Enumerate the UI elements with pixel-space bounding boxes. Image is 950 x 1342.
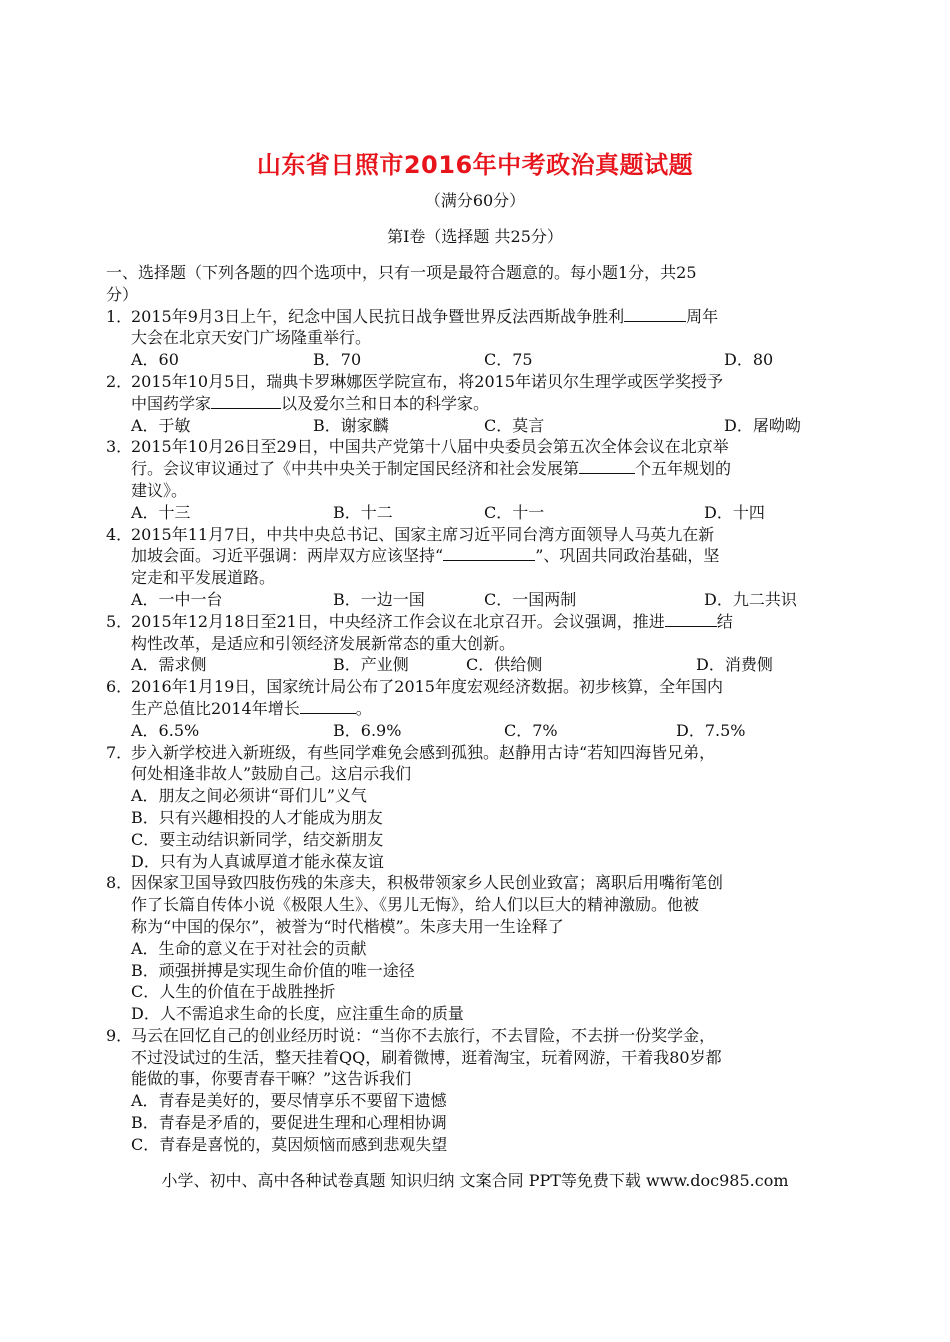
options-row [131,589,850,611]
question-number: 8． [106,873,133,893]
question-text: 2015年9月3日上午，纪念中国人民抗日战争暨世界反法西斯战争胜利 [131,306,625,326]
option-b[interactable]: B．青春是矛盾的，要促进生理和心理相协调 [131,1113,447,1133]
question-text: 建议》。 [131,480,188,500]
question-7 [106,742,850,873]
options-row [131,654,850,676]
options-row [131,349,850,371]
question-4 [106,524,850,611]
question-3 [106,436,850,523]
instructions-line-1: 一、选择题（下列各题的四个选项中，只有一项是最符合题意的。每小题1分，共25 [106,263,697,282]
question-text: 加坡会面。习近平强调：两岸双方应该坚持“ [131,546,444,566]
option-d[interactable]: D．屠呦呦 [724,415,801,435]
question-text: 何处相逢非故人”鼓励自己。这启示我们 [131,764,412,784]
score-note: （满分60分） [424,191,526,210]
option-c[interactable]: C．一国两制 [484,589,577,609]
answer-blank [300,698,356,714]
page-title: 山东省日照市2016年中考政治真题试题 [256,151,694,179]
section-title: 第Ⅰ卷（选择题 共25分） [387,227,563,246]
question-number: 1． [106,306,133,326]
option-a[interactable]: A．十三 [131,502,191,522]
question-text: 能做的事，你要青春干嘛？”这告诉我们 [131,1069,412,1089]
question-text: 以及爱尔兰和日本的科学家。 [281,393,490,413]
option-c[interactable]: C．十一 [484,502,545,522]
options-row [131,720,850,742]
options-row [131,415,850,437]
option-b[interactable]: B．十二 [333,502,393,522]
answer-blank [211,393,281,409]
option-b[interactable]: B．顽强拼搏是实现生命价值的唯一途径 [131,960,415,980]
question-text: 构性改革，是适应和引领经济发展新常态的重大创新。 [131,633,516,653]
question-text: 结 [716,611,733,631]
question-number: 2． [106,371,133,391]
option-d[interactable]: D．7.5% [676,720,746,740]
option-d[interactable]: D．人不需追求生命的长度，应注重生命的质量 [131,1004,464,1024]
answer-blank [579,458,635,474]
question-text: 2015年10月5日，瑞典卡罗琳娜医学院宣布，将2015年诺贝尔生理学或医学奖授予 [131,371,723,391]
question-number: 6． [106,677,133,697]
question-text: 2015年10月26日至29日，中国共产党第十八届中央委员会第五次全体会议在北京举 [131,437,729,457]
question-text: 定走和平发展道路。 [131,568,276,588]
option-a[interactable]: A．生命的意义在于对社会的贡献 [131,938,367,958]
question-2 [106,371,850,436]
option-d[interactable]: D．十四 [704,502,765,522]
question-number: 4． [106,524,133,544]
question-5 [106,611,850,676]
question-text: 因保家卫国导致四肢伤残的朱彦夫，积极带领家乡人民创业致富；离职后用嘴衔笔创 [131,873,724,893]
option-b[interactable]: B．70 [313,350,362,370]
option-a[interactable]: A．6.5% [131,720,200,740]
option-b[interactable]: B．谢家麟 [313,415,389,435]
option-b[interactable]: B．只有兴趣相投的人才能成为朋友 [131,807,383,827]
option-a[interactable]: A．60 [131,350,179,370]
instructions-line-2: 分） [106,284,139,304]
question-text: 。 [355,698,372,718]
question-text: 称为“中国的保尔”，被誉为“时代楷模”。朱彦夫用一生诠释了 [131,916,564,936]
question-text: ”、巩固共同政治基础，坚 [535,546,720,566]
question-text: 步入新学校进入新班级，有些同学难免会感到孤独。赵静用古诗“若知四海皆兄弟， [131,742,716,762]
option-d[interactable]: D．九二共识 [704,589,797,609]
question-1 [106,306,850,371]
option-c[interactable]: C．7% [504,720,558,740]
question-text: 不过没试过的生活，整天挂着QQ，刷着微博，逛着淘宝，玩着网游，干着我80岁都 [131,1047,722,1067]
question-text: 2015年11月7日，中共中央总书记、国家主席习近平同台湾方面领导人马英九在新 [131,524,715,544]
option-a[interactable]: A．一中一台 [131,589,223,609]
question-text: 周年 [686,306,719,326]
question-text: 生产总值比2014年增长 [131,698,300,718]
option-b[interactable]: B．一边一国 [333,589,425,609]
question-text: 大会在北京天安门广场隆重举行。 [131,328,372,348]
question-text: 作了长篇自传体小说《极限人生》、《男儿无悔》，给人们以巨大的精神激励。他被 [131,895,700,915]
option-c[interactable]: C．要主动结识新同学，结交新朋友 [131,829,384,849]
question-text: 马云在回忆自己的创业经历时说：“当你不去旅行，不去冒险，不去拼一份奖学金， [131,1025,716,1045]
options-row [131,502,850,524]
question-list [106,262,850,1156]
option-b[interactable]: B．6.9% [333,720,402,740]
option-c[interactable]: C．青春是喜悦的，莫因烦恼而感到悲观失望 [131,1134,448,1154]
option-d[interactable]: D．80 [724,350,774,370]
option-c[interactable]: C．人生的价值在于战胜挫折 [131,982,336,1002]
question-number: 3． [106,437,133,457]
question-text: 个五年规划的 [635,459,732,479]
option-c[interactable]: C．供给侧 [466,655,543,675]
option-d[interactable]: D．消费侧 [696,655,773,675]
option-c[interactable]: C．莫言 [484,415,545,435]
question-text: 行。会议审议通过了《中共中央关于制定国民经济和社会发展第 [131,459,580,479]
option-a[interactable]: A．需求侧 [131,655,207,675]
question-6 [106,676,850,741]
question-text: 2016年1月19日，国家统计局公布了2015年度宏观经济数据。初步核算，全年国内 [131,677,723,697]
question-8 [106,872,850,1025]
option-b[interactable]: B．产业侧 [333,655,409,675]
option-a[interactable]: A．青春是美好的，要尽情享乐不要留下遗憾 [131,1091,447,1111]
answer-blank [665,611,717,627]
question-number: 5． [106,611,133,631]
question-number: 7． [106,742,133,762]
question-text: 中国药学家 [131,393,212,413]
option-c[interactable]: C．75 [484,350,533,370]
question-number: 9． [106,1025,133,1045]
answer-blank [624,306,686,322]
option-d[interactable]: D．只有为人真诚厚道才能永葆友谊 [131,851,384,871]
footer-text: 小学、初中、高中各种试卷真题 知识归纳 文案合同 PPT等免费下载 www.doc985.com [161,1171,789,1190]
option-a[interactable]: A．朋友之间必须讲“哥们儿”义气 [131,786,367,806]
option-a[interactable]: A．于敏 [131,415,191,435]
question-text: 2015年12月18日至21日，中央经济工作会议在北京召开。会议强调，推进 [131,611,665,631]
question-9 [106,1025,850,1156]
answer-blank [443,545,535,561]
